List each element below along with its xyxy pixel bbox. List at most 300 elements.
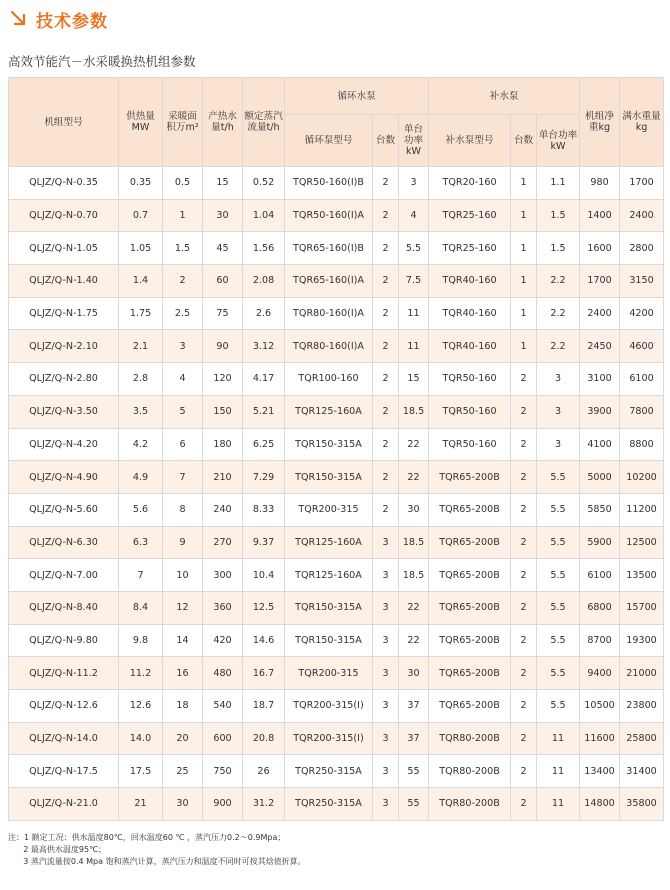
cell-circulation-pump-power: 22 bbox=[399, 624, 429, 657]
cell-makeup-pump-power: 5.5 bbox=[537, 591, 580, 624]
cell-model: QLJZ/Q-N-1.40 bbox=[9, 265, 119, 298]
table-row bbox=[9, 624, 664, 657]
cell-rated-steam-flow: 7.29 bbox=[243, 461, 285, 494]
table-row bbox=[9, 330, 664, 363]
table-body bbox=[9, 167, 664, 821]
cell-full-weight: 21000 bbox=[620, 657, 664, 690]
cell-circulation-pump-count: 2 bbox=[373, 330, 399, 363]
note-line: 注：1 额定工况：供水温度80℃，回水温度60 ℃ ，蒸汽压力0.2～0.9Mpa； bbox=[8, 833, 286, 842]
cell-heating-area: 18 bbox=[163, 690, 203, 723]
cell-circulation-pump-model: TQR80-160(I)A bbox=[285, 297, 373, 330]
cell-hot-water-output: 540 bbox=[203, 690, 243, 723]
table-row bbox=[9, 428, 664, 461]
cell-rated-steam-flow: 1.04 bbox=[243, 199, 285, 232]
cell-makeup-pump-count: 2 bbox=[511, 493, 537, 526]
cell-makeup-pump-model: TQR65-200B bbox=[429, 624, 511, 657]
cell-circulation-pump-power: 22 bbox=[399, 428, 429, 461]
header-heating-area: 采暖面积万m² bbox=[163, 78, 203, 167]
cell-full-weight: 2400 bbox=[620, 199, 664, 232]
cell-model: QLJZ/Q-N-0.70 bbox=[9, 199, 119, 232]
cell-makeup-pump-model: TQR40-160 bbox=[429, 297, 511, 330]
table-row bbox=[9, 788, 664, 821]
cell-makeup-pump-count: 2 bbox=[511, 591, 537, 624]
cell-circulation-pump-count: 2 bbox=[373, 199, 399, 232]
cell-circulation-pump-count: 3 bbox=[373, 755, 399, 788]
cell-rated-steam-flow: 16.7 bbox=[243, 657, 285, 690]
header-hot-water-output: 产热水量t/h bbox=[203, 78, 243, 167]
cell-hot-water-output: 15 bbox=[203, 167, 243, 200]
cell-model: QLJZ/Q-N-2.10 bbox=[9, 330, 119, 363]
header-rated-steam-flow: 额定蒸汽流量t/h bbox=[243, 78, 285, 167]
cell-circulation-pump-power: 5.5 bbox=[399, 232, 429, 265]
cell-circulation-pump-power: 30 bbox=[399, 657, 429, 690]
cell-heat-supply: 2.8 bbox=[119, 363, 163, 396]
cell-heat-supply: 1.4 bbox=[119, 265, 163, 298]
cell-makeup-pump-power: 11 bbox=[537, 755, 580, 788]
cell-heat-supply: 1.05 bbox=[119, 232, 163, 265]
cell-full-weight: 19300 bbox=[620, 624, 664, 657]
cell-rated-steam-flow: 5.21 bbox=[243, 395, 285, 428]
parameters-table bbox=[8, 77, 664, 821]
cell-circulation-pump-power: 30 bbox=[399, 493, 429, 526]
cell-full-weight: 25800 bbox=[620, 722, 664, 755]
cell-rated-steam-flow: 20.8 bbox=[243, 722, 285, 755]
cell-circulation-pump-power: 18.5 bbox=[399, 395, 429, 428]
cell-net-weight: 2400 bbox=[580, 297, 620, 330]
cell-makeup-pump-power: 2.2 bbox=[537, 297, 580, 330]
cell-circulation-pump-count: 3 bbox=[373, 559, 399, 592]
cell-heat-supply: 3.5 bbox=[119, 395, 163, 428]
cell-makeup-pump-count: 2 bbox=[511, 722, 537, 755]
cell-full-weight: 7800 bbox=[620, 395, 664, 428]
cell-makeup-pump-power: 5.5 bbox=[537, 493, 580, 526]
cell-circulation-pump-model: TQR200-315(I) bbox=[285, 722, 373, 755]
cell-circulation-pump-power: 37 bbox=[399, 722, 429, 755]
cell-full-weight: 2800 bbox=[620, 232, 664, 265]
cell-makeup-pump-count: 2 bbox=[511, 755, 537, 788]
cell-full-weight: 10200 bbox=[620, 461, 664, 494]
cell-full-weight: 13500 bbox=[620, 559, 664, 592]
header-makeup-pump-count: 台数 bbox=[511, 115, 537, 167]
cell-heating-area: 3 bbox=[163, 330, 203, 363]
cell-makeup-pump-model: TQR25-160 bbox=[429, 199, 511, 232]
cell-makeup-pump-power: 1.1 bbox=[537, 167, 580, 200]
cell-makeup-pump-model: TQR65-200B bbox=[429, 690, 511, 723]
cell-net-weight: 4100 bbox=[580, 428, 620, 461]
cell-makeup-pump-power: 5.5 bbox=[537, 559, 580, 592]
cell-model: QLJZ/Q-N-11.2 bbox=[9, 657, 119, 690]
cell-makeup-pump-count: 1 bbox=[511, 167, 537, 200]
cell-full-weight: 23800 bbox=[620, 690, 664, 723]
header-makeup-pump-model: 补水泵型号 bbox=[429, 115, 511, 167]
cell-rated-steam-flow: 0.52 bbox=[243, 167, 285, 200]
cell-heat-supply: 6.3 bbox=[119, 526, 163, 559]
cell-heat-supply: 5.6 bbox=[119, 493, 163, 526]
table-row bbox=[9, 167, 664, 200]
cell-model: QLJZ/Q-N-12.6 bbox=[9, 690, 119, 723]
cell-circulation-pump-power: 18.5 bbox=[399, 559, 429, 592]
cell-rated-steam-flow: 14.6 bbox=[243, 624, 285, 657]
cell-circulation-pump-count: 3 bbox=[373, 657, 399, 690]
table-row bbox=[9, 199, 664, 232]
cell-makeup-pump-power: 5.5 bbox=[537, 526, 580, 559]
cell-circulation-pump-count: 3 bbox=[373, 722, 399, 755]
cell-model: QLJZ/Q-N-3.50 bbox=[9, 395, 119, 428]
table-row bbox=[9, 526, 664, 559]
cell-model: QLJZ/Q-N-4.20 bbox=[9, 428, 119, 461]
cell-model: QLJZ/Q-N-21.0 bbox=[9, 788, 119, 821]
cell-rated-steam-flow: 4.17 bbox=[243, 363, 285, 396]
cell-rated-steam-flow: 8.33 bbox=[243, 493, 285, 526]
cell-heating-area: 9 bbox=[163, 526, 203, 559]
cell-heating-area: 7 bbox=[163, 461, 203, 494]
cell-rated-steam-flow: 9.37 bbox=[243, 526, 285, 559]
cell-makeup-pump-count: 1 bbox=[511, 199, 537, 232]
header-makeup-pump-group: 补水泵 bbox=[429, 78, 580, 115]
cell-circulation-pump-count: 2 bbox=[373, 395, 399, 428]
cell-net-weight: 1600 bbox=[580, 232, 620, 265]
cell-makeup-pump-model: TQR20-160 bbox=[429, 167, 511, 200]
cell-model: QLJZ/Q-N-8.40 bbox=[9, 591, 119, 624]
cell-full-weight: 6100 bbox=[620, 363, 664, 396]
cell-circulation-pump-count: 2 bbox=[373, 232, 399, 265]
cell-circulation-pump-count: 2 bbox=[373, 167, 399, 200]
cell-makeup-pump-model: TQR80-200B bbox=[429, 755, 511, 788]
cell-makeup-pump-model: TQR65-200B bbox=[429, 461, 511, 494]
cell-makeup-pump-count: 2 bbox=[511, 526, 537, 559]
cell-circulation-pump-count: 3 bbox=[373, 526, 399, 559]
table-row bbox=[9, 297, 664, 330]
cell-circulation-pump-model: TQR200-315(I) bbox=[285, 690, 373, 723]
cell-heating-area: 12 bbox=[163, 591, 203, 624]
cell-model: QLJZ/Q-N-9.80 bbox=[9, 624, 119, 657]
header-heat-supply: 供热量MW bbox=[119, 78, 163, 167]
cell-net-weight: 10500 bbox=[580, 690, 620, 723]
cell-circulation-pump-count: 2 bbox=[373, 297, 399, 330]
cell-full-weight: 1700 bbox=[620, 167, 664, 200]
cell-circulation-pump-power: 7.5 bbox=[399, 265, 429, 298]
cell-circulation-pump-power: 11 bbox=[399, 330, 429, 363]
cell-hot-water-output: 600 bbox=[203, 722, 243, 755]
cell-circulation-pump-model: TQR80-160(I)A bbox=[285, 330, 373, 363]
cell-makeup-pump-power: 5.5 bbox=[537, 624, 580, 657]
section-title: 技术参数 bbox=[36, 11, 108, 32]
cell-circulation-pump-model: TQR200-315 bbox=[285, 657, 373, 690]
header-circulation-pump-group: 循环水泵 bbox=[285, 78, 429, 115]
cell-makeup-pump-model: TQR40-160 bbox=[429, 330, 511, 363]
cell-makeup-pump-power: 5.5 bbox=[537, 461, 580, 494]
cell-makeup-pump-count: 1 bbox=[511, 265, 537, 298]
cell-circulation-pump-count: 3 bbox=[373, 591, 399, 624]
table-row bbox=[9, 722, 664, 755]
section-header bbox=[8, 6, 108, 32]
cell-rated-steam-flow: 3.12 bbox=[243, 330, 285, 363]
cell-model: QLJZ/Q-N-1.05 bbox=[9, 232, 119, 265]
cell-circulation-pump-power: 22 bbox=[399, 461, 429, 494]
cell-hot-water-output: 360 bbox=[203, 591, 243, 624]
cell-net-weight: 9400 bbox=[580, 657, 620, 690]
cell-makeup-pump-power: 3 bbox=[537, 428, 580, 461]
cell-makeup-pump-count: 1 bbox=[511, 297, 537, 330]
cell-heat-supply: 4.9 bbox=[119, 461, 163, 494]
cell-heat-supply: 12.6 bbox=[119, 690, 163, 723]
cell-model: QLJZ/Q-N-1.75 bbox=[9, 297, 119, 330]
cell-circulation-pump-power: 3 bbox=[399, 167, 429, 200]
cell-full-weight: 15700 bbox=[620, 591, 664, 624]
cell-makeup-pump-model: TQR80-200B bbox=[429, 788, 511, 821]
cell-net-weight: 5000 bbox=[580, 461, 620, 494]
cell-circulation-pump-model: TQR50-160(I)B bbox=[285, 167, 373, 200]
cell-net-weight: 5850 bbox=[580, 493, 620, 526]
cell-hot-water-output: 75 bbox=[203, 297, 243, 330]
cell-hot-water-output: 150 bbox=[203, 395, 243, 428]
cell-makeup-pump-model: TQR65-200B bbox=[429, 591, 511, 624]
cell-model: QLJZ/Q-N-14.0 bbox=[9, 722, 119, 755]
cell-full-weight: 3150 bbox=[620, 265, 664, 298]
cell-circulation-pump-power: 4 bbox=[399, 199, 429, 232]
cell-net-weight: 3100 bbox=[580, 363, 620, 396]
cell-heat-supply: 14.0 bbox=[119, 722, 163, 755]
cell-full-weight: 31400 bbox=[620, 755, 664, 788]
cell-heating-area: 20 bbox=[163, 722, 203, 755]
cell-full-weight: 12500 bbox=[620, 526, 664, 559]
cell-makeup-pump-model: TQR65-200B bbox=[429, 526, 511, 559]
cell-heating-area: 8 bbox=[163, 493, 203, 526]
cell-hot-water-output: 270 bbox=[203, 526, 243, 559]
cell-makeup-pump-count: 2 bbox=[511, 624, 537, 657]
cell-model: QLJZ/Q-N-17.5 bbox=[9, 755, 119, 788]
header-circulation-pump-count: 台数 bbox=[373, 115, 399, 167]
cell-circulation-pump-model: TQR125-160A bbox=[285, 395, 373, 428]
cell-makeup-pump-count: 2 bbox=[511, 461, 537, 494]
cell-circulation-pump-model: TQR150-315A bbox=[285, 461, 373, 494]
cell-model: QLJZ/Q-N-0.35 bbox=[9, 167, 119, 200]
cell-makeup-pump-count: 2 bbox=[511, 559, 537, 592]
cell-makeup-pump-model: TQR80-200B bbox=[429, 722, 511, 755]
cell-circulation-pump-model: TQR150-315A bbox=[285, 591, 373, 624]
cell-hot-water-output: 240 bbox=[203, 493, 243, 526]
cell-rated-steam-flow: 12.5 bbox=[243, 591, 285, 624]
cell-heating-area: 10 bbox=[163, 559, 203, 592]
cell-heat-supply: 4.2 bbox=[119, 428, 163, 461]
cell-rated-steam-flow: 31.2 bbox=[243, 788, 285, 821]
cell-circulation-pump-model: TQR150-315A bbox=[285, 624, 373, 657]
cell-hot-water-output: 900 bbox=[203, 788, 243, 821]
cell-makeup-pump-power: 11 bbox=[537, 722, 580, 755]
cell-circulation-pump-count: 3 bbox=[373, 690, 399, 723]
cell-hot-water-output: 210 bbox=[203, 461, 243, 494]
cell-circulation-pump-power: 37 bbox=[399, 690, 429, 723]
cell-circulation-pump-count: 3 bbox=[373, 624, 399, 657]
cell-makeup-pump-model: TQR40-160 bbox=[429, 265, 511, 298]
cell-net-weight: 1400 bbox=[580, 199, 620, 232]
cell-heating-area: 4 bbox=[163, 363, 203, 396]
table-row bbox=[9, 395, 664, 428]
cell-heating-area: 0.5 bbox=[163, 167, 203, 200]
cell-makeup-pump-power: 2.2 bbox=[537, 330, 580, 363]
cell-circulation-pump-count: 2 bbox=[373, 461, 399, 494]
cell-heating-area: 1.5 bbox=[163, 232, 203, 265]
cell-hot-water-output: 45 bbox=[203, 232, 243, 265]
table-row bbox=[9, 232, 664, 265]
cell-model: QLJZ/Q-N-7.00 bbox=[9, 559, 119, 592]
cell-heating-area: 2 bbox=[163, 265, 203, 298]
cell-makeup-pump-power: 1.5 bbox=[537, 232, 580, 265]
cell-model: QLJZ/Q-N-5.60 bbox=[9, 493, 119, 526]
cell-circulation-pump-power: 22 bbox=[399, 591, 429, 624]
cell-makeup-pump-count: 2 bbox=[511, 657, 537, 690]
cell-heat-supply: 2.1 bbox=[119, 330, 163, 363]
table-row bbox=[9, 265, 664, 298]
cell-makeup-pump-power: 3 bbox=[537, 395, 580, 428]
cell-rated-steam-flow: 26 bbox=[243, 755, 285, 788]
table-title: 高效节能汽－水采暖换热机组参数 bbox=[8, 54, 196, 69]
cell-hot-water-output: 90 bbox=[203, 330, 243, 363]
header-circulation-pump-power: 单台功率kW bbox=[399, 115, 429, 167]
cell-circulation-pump-count: 3 bbox=[373, 788, 399, 821]
cell-full-weight: 4600 bbox=[620, 330, 664, 363]
table-row bbox=[9, 690, 664, 723]
cell-circulation-pump-count: 2 bbox=[373, 428, 399, 461]
cell-net-weight: 3900 bbox=[580, 395, 620, 428]
cell-circulation-pump-model: TQR125-160A bbox=[285, 526, 373, 559]
cell-circulation-pump-model: TQR65-160(I)A bbox=[285, 265, 373, 298]
cell-circulation-pump-count: 2 bbox=[373, 265, 399, 298]
notes bbox=[8, 832, 306, 868]
table-row bbox=[9, 493, 664, 526]
arrow-down-right-icon bbox=[8, 9, 28, 29]
cell-makeup-pump-power: 5.5 bbox=[537, 657, 580, 690]
cell-model: QLJZ/Q-N-2.80 bbox=[9, 363, 119, 396]
cell-net-weight: 1700 bbox=[580, 265, 620, 298]
cell-heat-supply: 8.4 bbox=[119, 591, 163, 624]
table-row bbox=[9, 755, 664, 788]
table-row bbox=[9, 657, 664, 690]
cell-rated-steam-flow: 10.4 bbox=[243, 559, 285, 592]
cell-circulation-pump-model: TQR150-315A bbox=[285, 428, 373, 461]
cell-makeup-pump-power: 1.5 bbox=[537, 199, 580, 232]
cell-rated-steam-flow: 18.7 bbox=[243, 690, 285, 723]
cell-circulation-pump-model: TQR100-160 bbox=[285, 363, 373, 396]
header-full-weight: 满水重量kg bbox=[620, 78, 664, 167]
cell-hot-water-output: 120 bbox=[203, 363, 243, 396]
header-net-weight: 机组净重kg bbox=[580, 78, 620, 167]
cell-circulation-pump-power: 11 bbox=[399, 297, 429, 330]
cell-circulation-pump-model: TQR65-160(I)B bbox=[285, 232, 373, 265]
cell-makeup-pump-model: TQR50-160 bbox=[429, 363, 511, 396]
cell-heat-supply: 11.2 bbox=[119, 657, 163, 690]
note-line: 3 蒸汽流量按0.4 Mpa 饱和蒸汽计算，蒸汽压力和温度不同时可按其焓值折算。 bbox=[8, 857, 306, 866]
header-circulation-pump-model: 循环泵型号 bbox=[285, 115, 373, 167]
cell-hot-water-output: 750 bbox=[203, 755, 243, 788]
cell-heating-area: 25 bbox=[163, 755, 203, 788]
cell-rated-steam-flow: 2.08 bbox=[243, 265, 285, 298]
cell-circulation-pump-power: 55 bbox=[399, 755, 429, 788]
cell-rated-steam-flow: 6.25 bbox=[243, 428, 285, 461]
table-row bbox=[9, 559, 664, 592]
cell-makeup-pump-model: TQR25-160 bbox=[429, 232, 511, 265]
cell-makeup-pump-model: TQR50-160 bbox=[429, 428, 511, 461]
cell-hot-water-output: 480 bbox=[203, 657, 243, 690]
cell-hot-water-output: 30 bbox=[203, 199, 243, 232]
cell-makeup-pump-count: 2 bbox=[511, 363, 537, 396]
cell-hot-water-output: 60 bbox=[203, 265, 243, 298]
cell-makeup-pump-power: 5.5 bbox=[537, 690, 580, 723]
cell-hot-water-output: 420 bbox=[203, 624, 243, 657]
cell-circulation-pump-model: TQR200-315 bbox=[285, 493, 373, 526]
cell-model: QLJZ/Q-N-4.90 bbox=[9, 461, 119, 494]
cell-heating-area: 1 bbox=[163, 199, 203, 232]
cell-net-weight: 5900 bbox=[580, 526, 620, 559]
cell-circulation-pump-model: TQR50-160(I)A bbox=[285, 199, 373, 232]
cell-heating-area: 14 bbox=[163, 624, 203, 657]
cell-makeup-pump-count: 2 bbox=[511, 788, 537, 821]
cell-net-weight: 11600 bbox=[580, 722, 620, 755]
cell-net-weight: 2450 bbox=[580, 330, 620, 363]
cell-net-weight: 6100 bbox=[580, 559, 620, 592]
cell-heat-supply: 0.35 bbox=[119, 167, 163, 200]
cell-full-weight: 8800 bbox=[620, 428, 664, 461]
cell-makeup-pump-count: 2 bbox=[511, 690, 537, 723]
cell-makeup-pump-model: TQR50-160 bbox=[429, 395, 511, 428]
cell-net-weight: 13400 bbox=[580, 755, 620, 788]
cell-heat-supply: 7 bbox=[119, 559, 163, 592]
cell-makeup-pump-count: 1 bbox=[511, 232, 537, 265]
cell-heat-supply: 0.7 bbox=[119, 199, 163, 232]
cell-heat-supply: 21 bbox=[119, 788, 163, 821]
cell-heat-supply: 1.75 bbox=[119, 297, 163, 330]
table-row bbox=[9, 461, 664, 494]
cell-heating-area: 2.5 bbox=[163, 297, 203, 330]
cell-hot-water-output: 180 bbox=[203, 428, 243, 461]
cell-circulation-pump-count: 2 bbox=[373, 363, 399, 396]
cell-makeup-pump-model: TQR65-200B bbox=[429, 493, 511, 526]
cell-circulation-pump-count: 2 bbox=[373, 493, 399, 526]
cell-heat-supply: 17.5 bbox=[119, 755, 163, 788]
cell-full-weight: 11200 bbox=[620, 493, 664, 526]
cell-makeup-pump-power: 2.2 bbox=[537, 265, 580, 298]
cell-makeup-pump-count: 2 bbox=[511, 395, 537, 428]
cell-makeup-pump-model: TQR65-200B bbox=[429, 657, 511, 690]
cell-circulation-pump-power: 55 bbox=[399, 788, 429, 821]
cell-net-weight: 980 bbox=[580, 167, 620, 200]
cell-makeup-pump-count: 1 bbox=[511, 330, 537, 363]
cell-circulation-pump-model: TQR250-315A bbox=[285, 755, 373, 788]
cell-heat-supply: 9.8 bbox=[119, 624, 163, 657]
cell-makeup-pump-model: TQR65-200B bbox=[429, 559, 511, 592]
cell-heating-area: 6 bbox=[163, 428, 203, 461]
cell-net-weight: 8700 bbox=[580, 624, 620, 657]
cell-makeup-pump-power: 11 bbox=[537, 788, 580, 821]
cell-circulation-pump-power: 15 bbox=[399, 363, 429, 396]
cell-circulation-pump-model: TQR250-315A bbox=[285, 788, 373, 821]
cell-circulation-pump-model: TQR125-160A bbox=[285, 559, 373, 592]
header-model: 机组型号 bbox=[9, 78, 119, 167]
cell-net-weight: 14800 bbox=[580, 788, 620, 821]
cell-circulation-pump-power: 18.5 bbox=[399, 526, 429, 559]
cell-heating-area: 30 bbox=[163, 788, 203, 821]
cell-heating-area: 5 bbox=[163, 395, 203, 428]
cell-heating-area: 16 bbox=[163, 657, 203, 690]
cell-full-weight: 4200 bbox=[620, 297, 664, 330]
table-row bbox=[9, 591, 664, 624]
cell-net-weight: 6800 bbox=[580, 591, 620, 624]
cell-hot-water-output: 300 bbox=[203, 559, 243, 592]
table-row bbox=[9, 363, 664, 396]
cell-makeup-pump-power: 3 bbox=[537, 363, 580, 396]
cell-rated-steam-flow: 1.56 bbox=[243, 232, 285, 265]
cell-rated-steam-flow: 2.6 bbox=[243, 297, 285, 330]
